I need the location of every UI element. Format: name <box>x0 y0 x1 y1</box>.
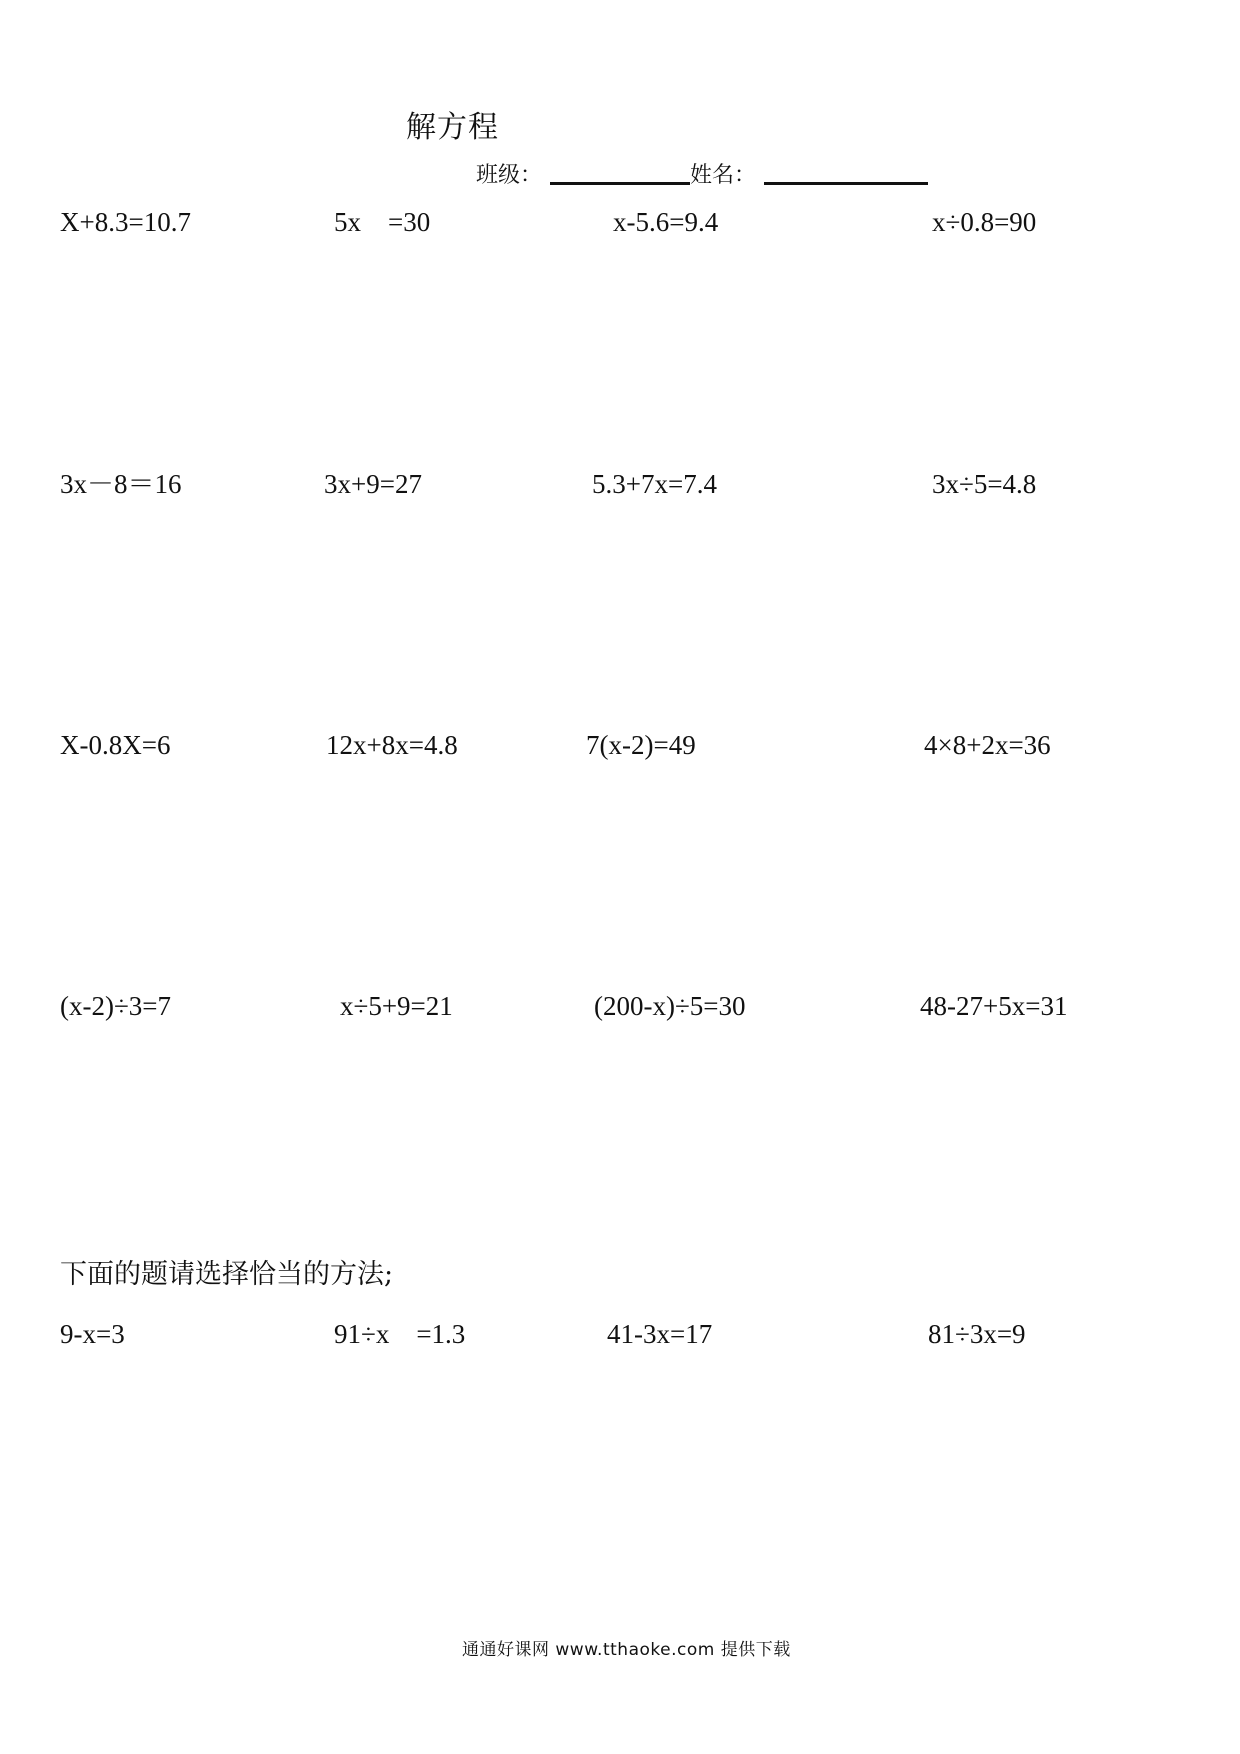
page-footer: 通通好课网 www.tthaoke.com 提供下载 <box>462 1640 791 1660</box>
class-blank-line <box>550 182 690 185</box>
equation-r2-c3: 5.3+7x=7.4 <box>592 469 717 499</box>
name-blank-line <box>764 182 928 185</box>
class-label: 班级： <box>476 163 543 188</box>
equation-r4-c1: (x-2)÷3=7 <box>60 991 172 1021</box>
page-title: 解方程 <box>406 110 499 145</box>
equation-r3-c1: X-0.8X=6 <box>60 730 171 760</box>
equation-r4-c2: x÷5+9=21 <box>340 991 453 1021</box>
equation-s2-c3: 41-3x=17 <box>607 1319 713 1349</box>
equation-r2-c1: 3x－8＝16 <box>60 469 182 499</box>
equation-r4-c4: 48-27+5x=31 <box>920 991 1068 1021</box>
name-label: 姓名： <box>690 163 757 188</box>
equation-r1-c2: 5x =30 <box>334 207 431 237</box>
section-instruction: 下面的题请选择恰当的方法; <box>60 1259 394 1290</box>
equation-r1-c1: X+8.3=10.7 <box>60 207 191 237</box>
equation-r3-c2: 12x+8x=4.8 <box>326 730 458 760</box>
equation-r3-c4: 4×8+2x=36 <box>924 730 1051 760</box>
equation-r4-c3: (200-x)÷5=30 <box>594 991 746 1021</box>
equation-r1-c4: x÷0.8=90 <box>932 207 1037 237</box>
equation-s2-c1: 9-x=3 <box>60 1319 125 1349</box>
equation-r1-c3: x-5.6=9.4 <box>613 207 719 237</box>
equation-r2-c4: 3x÷5=4.8 <box>932 469 1037 499</box>
equation-s2-c2: 91÷x =1.3 <box>334 1319 466 1349</box>
equation-s2-c4: 81÷3x=9 <box>928 1319 1026 1349</box>
equation-r3-c3: 7(x-2)=49 <box>586 730 696 760</box>
equation-r2-c2: 3x+9=27 <box>324 469 422 499</box>
